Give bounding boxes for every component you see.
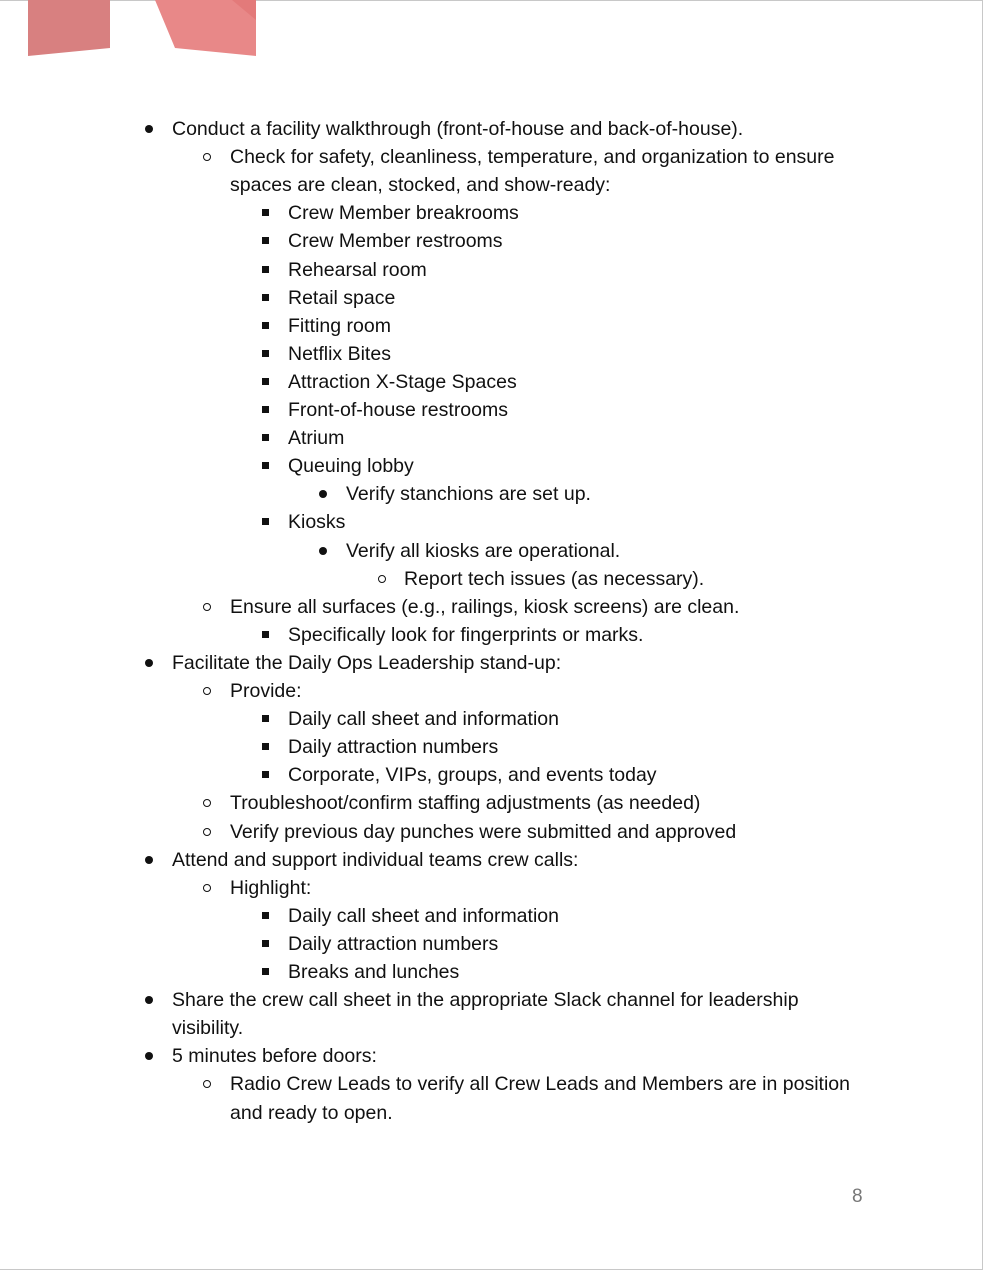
list-item-continuation <box>230 171 610 199</box>
list-item-text: Rehearsal room <box>288 259 427 281</box>
disc-bullet <box>145 1052 153 1060</box>
list-item-text: Breaks and lunches <box>288 961 460 983</box>
list-item <box>230 593 739 621</box>
square-bullet <box>262 743 269 750</box>
circle-bullet <box>203 1080 211 1088</box>
list-item <box>288 312 391 340</box>
list-item <box>288 621 643 649</box>
list-item-text: Attend and support individual teams crew calls: <box>172 849 579 871</box>
square-bullet <box>262 631 269 638</box>
list-item <box>288 396 508 424</box>
disc-bullet <box>145 996 153 1004</box>
list-item <box>346 480 591 508</box>
list-item <box>288 761 657 789</box>
circle-bullet <box>203 799 211 807</box>
square-bullet <box>262 322 269 329</box>
list-item <box>230 818 736 846</box>
list-item <box>230 874 311 902</box>
list-item <box>230 677 302 705</box>
list-item-text: Facilitate the Daily Ops Leadership stand-up: <box>172 652 562 674</box>
list-item <box>172 1042 377 1070</box>
circle-bullet <box>203 828 211 836</box>
list-item-text: Ensure all surfaces (e.g., railings, kiosk screens) are clean. <box>230 596 740 618</box>
list-item <box>288 958 459 986</box>
list-item <box>172 649 561 677</box>
disc-bullet <box>319 547 327 555</box>
list-item-text: Daily attraction numbers <box>288 736 499 758</box>
list-item-text: Front-of-house restrooms <box>288 399 508 421</box>
list-item <box>288 452 414 480</box>
disc-bullet <box>145 125 153 133</box>
list-item <box>288 227 503 255</box>
list-item-text: Attraction X-Stage Spaces <box>288 371 517 393</box>
square-bullet <box>262 912 269 919</box>
list-item-text: Daily call sheet and information <box>288 708 559 730</box>
square-bullet <box>262 518 269 525</box>
square-bullet <box>262 378 269 385</box>
list-item-text: Radio Crew Leads to verify all Crew Leads and Members are in position <box>230 1073 850 1095</box>
list-item <box>288 284 395 312</box>
list-item-text: and ready to open. <box>230 1102 393 1124</box>
list-item-text: spaces are clean, stocked, and show-ready: <box>230 174 611 196</box>
list-item-text: Fitting room <box>288 315 391 337</box>
list-item-continuation <box>230 1099 393 1127</box>
square-bullet <box>262 968 269 975</box>
list-item-text: Retail space <box>288 287 396 309</box>
square-bullet <box>262 294 269 301</box>
list-item <box>288 424 344 452</box>
list-item <box>288 199 519 227</box>
list-item-text: Daily call sheet and information <box>288 905 559 927</box>
square-bullet <box>262 209 269 216</box>
page-number: 8 <box>852 1186 863 1207</box>
list-item <box>230 143 834 171</box>
square-bullet <box>262 771 269 778</box>
list-item-text: Provide: <box>230 680 302 702</box>
list-item-text: Verify stanchions are set up. <box>346 483 591 505</box>
list-item-text: 5 minutes before doors: <box>172 1045 377 1067</box>
circle-bullet <box>203 153 211 161</box>
circle-bullet <box>378 575 386 583</box>
list-item-text: Atrium <box>288 427 345 449</box>
list-item <box>172 986 799 1014</box>
list-item-text: Verify previous day punches were submitted and approved <box>230 821 737 843</box>
list-item-text: visibility. <box>172 1017 244 1039</box>
list-item-text: Specifically look for fingerprints or marks. <box>288 624 644 646</box>
list-item-text: Netflix Bites <box>288 343 391 365</box>
list-item <box>288 930 498 958</box>
list-item <box>230 1070 850 1098</box>
square-bullet <box>262 266 269 273</box>
list-item-text: Highlight: <box>230 877 312 899</box>
list-item-text: Kiosks <box>288 511 346 533</box>
list-item-text: Report tech issues (as necessary). <box>404 568 705 590</box>
list-item-continuation <box>172 1014 243 1042</box>
list-item <box>288 340 391 368</box>
disc-bullet <box>145 856 153 864</box>
disc-bullet <box>319 490 327 498</box>
list-item-text: Queuing lobby <box>288 455 414 477</box>
list-item <box>172 846 578 874</box>
list-item-text: Share the crew call sheet in the appropriate Slack channel for leadership <box>172 989 799 1011</box>
square-bullet <box>262 940 269 947</box>
square-bullet <box>262 434 269 441</box>
list-item-text: Verify all kiosks are operational. <box>346 540 621 562</box>
circle-bullet <box>203 687 211 695</box>
list-item-text: Crew Member restrooms <box>288 230 503 252</box>
circle-bullet <box>203 884 211 892</box>
list-item <box>288 733 498 761</box>
list-item-text: Check for safety, cleanliness, temperature, and organization to ensure <box>230 146 835 168</box>
list-item-text: Corporate, VIPs, groups, and events today <box>288 764 657 786</box>
list-item-text: Daily attraction numbers <box>288 933 499 955</box>
list-item <box>230 789 700 817</box>
list-item <box>404 565 704 593</box>
list-item <box>288 368 517 396</box>
list-item <box>288 705 559 733</box>
list-item <box>288 902 559 930</box>
square-bullet <box>262 462 269 469</box>
list-item <box>172 115 743 143</box>
list-item-text: Troubleshoot/confirm staffing adjustments (as needed) <box>230 792 701 814</box>
list-item <box>288 508 345 536</box>
list-item-text: Crew Member breakrooms <box>288 202 519 224</box>
square-bullet <box>262 406 269 413</box>
list-item <box>288 256 427 284</box>
square-bullet <box>262 715 269 722</box>
list-item-text: Conduct a facility walkthrough (front-of-house and back-of-house). <box>172 118 744 140</box>
square-bullet <box>262 237 269 244</box>
circle-bullet <box>203 603 211 611</box>
disc-bullet <box>145 659 153 667</box>
list-item <box>346 537 620 565</box>
square-bullet <box>262 350 269 357</box>
